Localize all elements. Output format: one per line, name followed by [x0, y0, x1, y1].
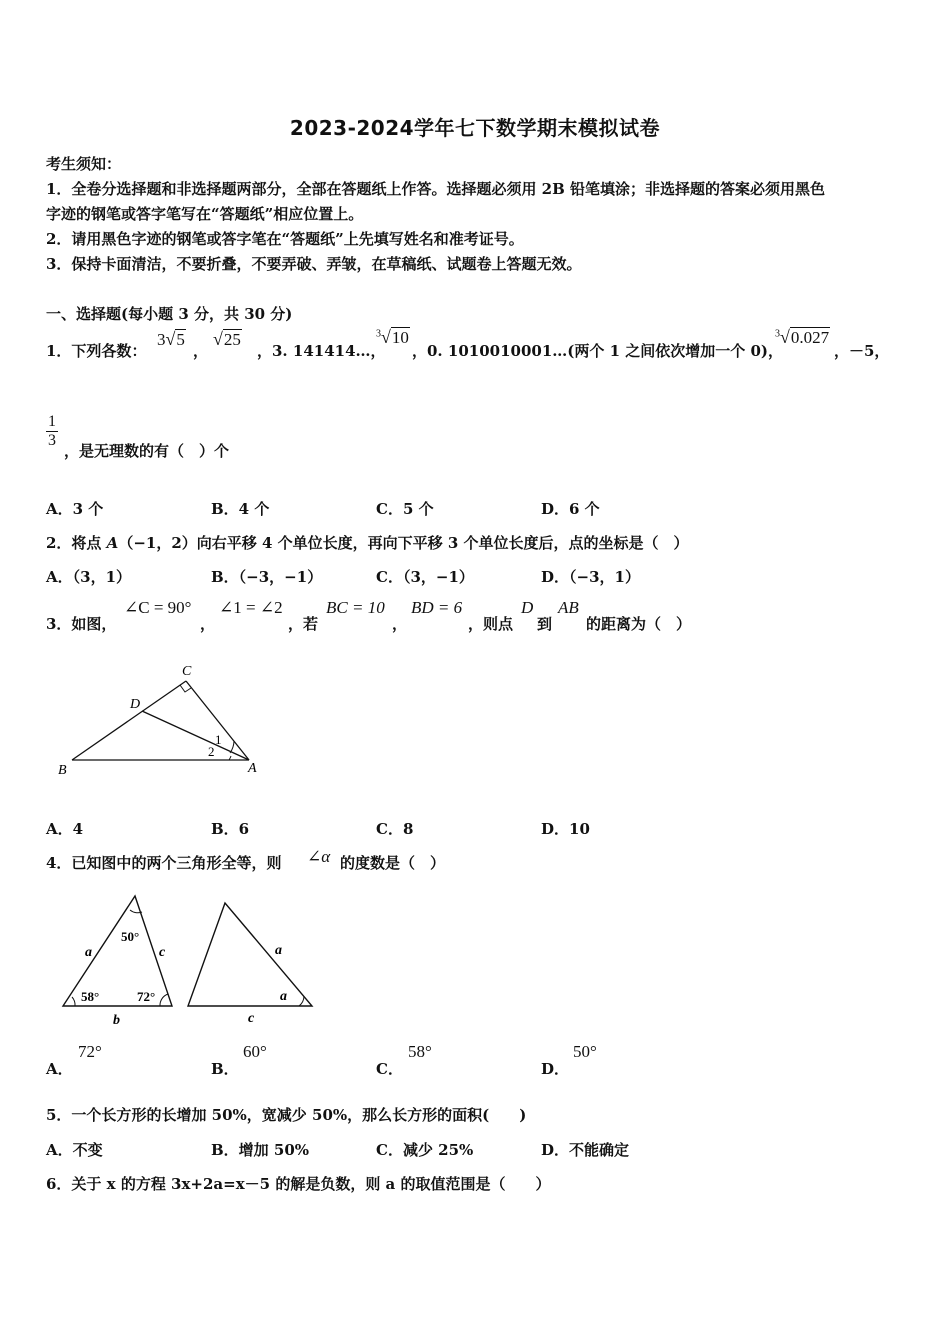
q3-arc-1: [230, 741, 234, 753]
notice-line-2: 2．请用黑色字迹的钢笔或答字笔在“答题纸”上先填写姓名和准考证号。: [46, 230, 524, 248]
q2-option-c[interactable]: C．（3，−1）: [376, 568, 474, 586]
q1-index-3a: 3: [376, 328, 381, 340]
q4-option-b[interactable]: [211, 1058, 239, 1079]
q1-number-3root5: 3√5: [157, 329, 185, 349]
q2-point-a: A: [106, 534, 119, 552]
q4-arc-alpha: [299, 996, 304, 1006]
q3-prefix: 3．如图，: [46, 615, 117, 633]
q4-fig1-angle-right: 72°: [137, 989, 156, 1004]
q3-comma-2: ，: [392, 615, 408, 633]
q3-label-d: D: [130, 697, 141, 712]
q1-sep-1: ，: [193, 342, 209, 360]
q3-cond-bc: BC = 10: [326, 598, 385, 617]
q1-suffix: ，是无理数的有（ ）个: [64, 442, 230, 460]
q1-radicand-5: 5: [176, 330, 185, 349]
q3-suffix: 的距离为（ ）: [586, 615, 692, 633]
q4-fig2-angle-alpha: a: [280, 989, 287, 1004]
q3-line-bc: [72, 681, 186, 760]
q1-prefix: 1．下列各数：: [46, 342, 147, 360]
q4-arc-left: [72, 997, 75, 1006]
q3-line-ca: [186, 681, 249, 760]
q3-figure: [50, 658, 270, 783]
q1-number-cbrt10: $^3$√10: [376, 327, 409, 347]
q4-option-b-value: 60°: [243, 1042, 267, 1061]
q3-ruo: ，若: [288, 615, 319, 633]
q3-cond-angle-c: ∠C = 90°: [124, 598, 192, 617]
q4-fig1-angle-left: 58°: [81, 989, 100, 1004]
q1-radicand-25: 25: [223, 330, 241, 349]
q1-fraction-one-third: [46, 413, 58, 450]
q1-number-cbrt0027: $^3$√0.027: [775, 327, 830, 347]
q3-dao: 到: [537, 615, 553, 633]
q5-option-c[interactable]: C．减少 25%: [376, 1141, 474, 1159]
q3-option-a[interactable]: A．4: [46, 820, 84, 838]
notice-heading: 考生须知：: [46, 155, 122, 173]
q4-fig2-side-a: a: [275, 943, 282, 958]
section-heading: 一、选择题(每小题 3 分，共 30 分): [46, 305, 293, 323]
q1-number-root25: √25: [213, 329, 241, 349]
q4-prefix: 4．已知图中的两个三角形全等，则: [46, 854, 282, 872]
q5-option-a[interactable]: A．不变: [46, 1141, 103, 1159]
q3-comma-1: ，: [200, 615, 216, 633]
q4-fig1-side-a: a: [85, 945, 92, 960]
q4-suffix: 的度数是（ ）: [340, 854, 446, 872]
q2-option-a[interactable]: A．（3，1）: [46, 568, 132, 586]
q3-cond-bd: BD = 6: [411, 598, 463, 617]
q1-option-a[interactable]: A．3 个: [46, 500, 104, 518]
q4-option-d-label: D．: [541, 1060, 570, 1078]
q1-radicand-0027: 0.027: [790, 328, 830, 347]
q3-label-a: A: [248, 761, 257, 776]
page-title: 2023-2024学年七下数学期末模拟试卷: [289, 116, 661, 140]
q2-option-b[interactable]: B．（−3，−1）: [211, 568, 323, 586]
q3-label-b: B: [58, 763, 67, 778]
q2-text-a: 2．将点: [46, 534, 107, 552]
q5-option-b[interactable]: B．增加 50%: [211, 1141, 310, 1159]
q3-option-d[interactable]: D．10: [541, 820, 590, 838]
q1-frac-den: 3: [48, 432, 56, 449]
q1-index-3b: 3: [775, 328, 780, 340]
q4-fig1-angle-top: 50°: [121, 929, 140, 944]
q1-coef: 3: [157, 330, 166, 349]
q4-arc-right: [160, 994, 168, 1006]
q4-triangle-2: [188, 903, 312, 1006]
q2-option-d[interactable]: D．（−3，1）: [541, 568, 640, 586]
q4-figures: [55, 888, 325, 1028]
q4-fig2-side-c: c: [248, 1011, 255, 1026]
q1-option-c[interactable]: C．5 个: [376, 500, 434, 518]
q1-option-b[interactable]: B．4 个: [211, 500, 270, 518]
q5-option-d[interactable]: D．不能确定: [541, 1141, 630, 1159]
q3-label-1: 1: [215, 732, 222, 747]
q4-triangle-1: [63, 896, 172, 1006]
q6-text: 6．关于 x 的方程 3x+2a=x－5 的解是负数，则 a 的取值范围是（ ）: [46, 1175, 551, 1193]
q3-cond-angles: ∠1 = ∠2: [219, 598, 283, 617]
q1-number-3141414: ，3. 141414…，: [257, 342, 386, 360]
q1-number-0101: ，0. 1010010001…(两个 1 之间依次增加一个 0)，: [412, 342, 783, 360]
q4-angle-alpha: ∠α: [307, 847, 331, 866]
q1-frac-num: 1: [48, 413, 56, 430]
q4-option-a-label: A．: [46, 1060, 73, 1078]
q3-label-c: C: [182, 664, 192, 679]
q4-option-c-label: C．: [376, 1060, 403, 1078]
q5-text: 5．一个长方形的长增加 50%，宽减少 50%，那么长方形的面积( ): [46, 1106, 527, 1124]
q3-zed: ，则点: [468, 615, 514, 633]
q3-point-d: D: [521, 598, 534, 617]
q4-option-c-value: 58°: [408, 1042, 432, 1061]
q1-number-minus5: ，－5，: [834, 342, 890, 360]
q1-radicand-10: 10: [391, 328, 409, 347]
notice-line-1a: 1．全卷分选择题和非选择题两部分，全部在答题纸上作答。选择题必须用 2B 铅笔填涂；非选择题的答案必须用黑色: [46, 180, 826, 198]
q3-line-da: [142, 711, 249, 760]
q3-option-b[interactable]: B．6: [211, 820, 250, 838]
q4-option-b-label: B．: [211, 1060, 239, 1078]
q4-option-a-value: 72°: [78, 1042, 102, 1061]
q4-option-c[interactable]: [376, 1058, 403, 1079]
q4-option-a[interactable]: [46, 1058, 73, 1079]
q1-option-d[interactable]: D．6 个: [541, 500, 600, 518]
q4-option-d-value: 50°: [573, 1042, 597, 1061]
notice-line-3: 3．保持卡面清洁，不要折叠，不要弄破、弄皱，在草稿纸、试题卷上答题无效。: [46, 255, 582, 273]
q2-text-b: （−1，2）向右平移 4 个单位长度，再向下平移 3 个单位长度后，点的坐标是（ ）: [118, 534, 689, 552]
q2-text: [46, 532, 689, 553]
notice-line-1b: 字迹的钢笔或答字笔写在“答题纸”相应位置上。: [46, 205, 364, 223]
q4-option-d[interactable]: [541, 1058, 569, 1079]
q4-fig1-side-b: b: [113, 1013, 120, 1028]
q3-option-c[interactable]: C．8: [376, 820, 414, 838]
q3-segment-ab: AB: [558, 598, 579, 617]
q4-fig1-side-c: c: [159, 945, 166, 960]
q3-label-2: 2: [208, 744, 215, 759]
